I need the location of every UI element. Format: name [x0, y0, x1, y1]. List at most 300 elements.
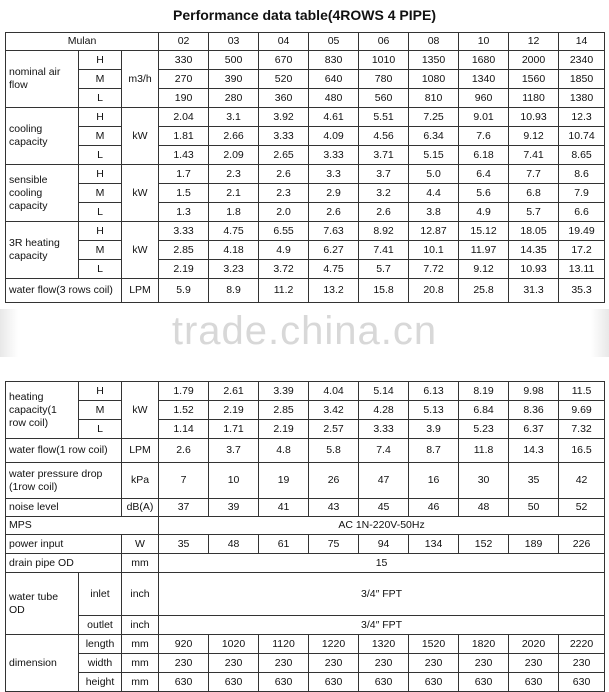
model-header: 14 [559, 33, 605, 51]
value-cell: 830 [309, 51, 359, 70]
value-cell: 8.36 [509, 401, 559, 420]
value-cell: 11.2 [259, 279, 309, 303]
value-cell: 3.71 [359, 146, 409, 165]
value-cell: 5.7 [509, 203, 559, 222]
level-cell: H [79, 222, 122, 241]
value-cell: 5.13 [409, 401, 459, 420]
level-cell: H [79, 108, 122, 127]
value-cell: 230 [209, 654, 259, 673]
value-cell: 1120 [259, 635, 309, 654]
air-flow-row [6, 51, 605, 70]
level-cell: L [79, 420, 122, 439]
value-cell: 7.32 [559, 420, 605, 439]
water-tube-inlet-row [6, 573, 605, 616]
value-cell: 3.33 [359, 420, 409, 439]
value-cell: 2.1 [209, 184, 259, 203]
drain-label: drain pipe OD [6, 554, 122, 573]
level-cell: M [79, 184, 122, 203]
value-cell: 19 [259, 463, 309, 499]
value-cell: 2.66 [209, 127, 259, 146]
value-cell: 670 [259, 51, 309, 70]
dimension-row [6, 673, 605, 692]
value-cell: 2.6 [359, 203, 409, 222]
value-cell: 1.8 [209, 203, 259, 222]
model-header: 02 [159, 33, 209, 51]
value-cell: 42 [559, 463, 605, 499]
value-cell: 41 [259, 499, 309, 517]
value-cell: 52 [559, 499, 605, 517]
value-cell: 9.98 [509, 382, 559, 401]
value-cell: 1.52 [159, 401, 209, 420]
cooling-capacity-row [6, 146, 605, 165]
heating-1r-label: heating capacity(1 row coil) [6, 382, 79, 439]
value-cell: 2.19 [209, 401, 259, 420]
value-cell: 13.2 [309, 279, 359, 303]
value-cell: 2.09 [209, 146, 259, 165]
value-cell: 1220 [309, 635, 359, 654]
value-cell: 190 [159, 89, 209, 108]
drain-unit: mm [122, 554, 159, 573]
value-cell: 1.14 [159, 420, 209, 439]
value-cell: 4.8 [259, 439, 309, 463]
dimension-unit: mm [122, 635, 159, 654]
value-cell: 2.57 [309, 420, 359, 439]
cooling-capacity-row [6, 127, 605, 146]
value-cell: 2.6 [259, 165, 309, 184]
value-cell: 1340 [459, 70, 509, 89]
value-cell: 1320 [359, 635, 409, 654]
value-cell: 630 [259, 673, 309, 692]
value-cell: 5.8 [309, 439, 359, 463]
value-cell: 35.3 [559, 279, 605, 303]
value-cell: 48 [209, 535, 259, 554]
heating-1r-row [6, 420, 605, 439]
level-cell: M [79, 70, 122, 89]
dimension-label: dimension [6, 635, 79, 692]
value-cell: 3.92 [259, 108, 309, 127]
value-cell: 1.43 [159, 146, 209, 165]
cooling-capacity-label: cooling capacity [6, 108, 79, 165]
heating-3r-label: 3R heating capacity [6, 222, 79, 279]
value-cell: 5.6 [459, 184, 509, 203]
value-cell: 61 [259, 535, 309, 554]
noise-level-label: noise level [6, 499, 122, 517]
mps-label: MPS [6, 517, 159, 535]
value-cell: 2020 [509, 635, 559, 654]
value-cell: 152 [459, 535, 509, 554]
value-cell: 8.7 [409, 439, 459, 463]
sensible-cooling-label: sensible cooling capacity [6, 165, 79, 222]
value-cell: 3.72 [259, 260, 309, 279]
value-cell: 2.9 [309, 184, 359, 203]
water-flow-1-unit: LPM [122, 439, 159, 463]
value-cell: 630 [509, 673, 559, 692]
value-cell: 10.74 [559, 127, 605, 146]
noise-level-row [6, 499, 605, 517]
value-cell: 6.27 [309, 241, 359, 260]
value-cell: 25.8 [459, 279, 509, 303]
value-cell: 8.65 [559, 146, 605, 165]
sensible-cooling-row [6, 203, 605, 222]
mps-row [6, 517, 605, 535]
level-cell: L [79, 203, 122, 222]
value-cell: 2.61 [209, 382, 259, 401]
model-header: 08 [409, 33, 459, 51]
level-cell: M [79, 401, 122, 420]
value-cell: 15.12 [459, 222, 509, 241]
value-cell: 500 [209, 51, 259, 70]
value-cell: 20.8 [409, 279, 459, 303]
value-cell: 5.7 [359, 260, 409, 279]
value-cell: 30 [459, 463, 509, 499]
value-cell: 4.28 [359, 401, 409, 420]
model-header: 10 [459, 33, 509, 51]
value-cell: 390 [209, 70, 259, 89]
value-cell: 810 [409, 89, 459, 108]
value-cell: 14.35 [509, 241, 559, 260]
value-cell: 75 [309, 535, 359, 554]
pressure-drop-label: water pressure drop (1row coil) [6, 463, 122, 499]
power-input-label: power input [6, 535, 122, 554]
value-cell: 4.9 [459, 203, 509, 222]
value-cell: 48 [459, 499, 509, 517]
value-cell: 134 [409, 535, 459, 554]
value-cell: 15.8 [359, 279, 409, 303]
heating-3r-unit: kW [122, 222, 159, 279]
value-cell: 6.37 [509, 420, 559, 439]
value-cell: 5.15 [409, 146, 459, 165]
dimension-row [6, 635, 605, 654]
value-cell: 2.04 [159, 108, 209, 127]
value-cell: 6.6 [559, 203, 605, 222]
value-cell: 7.25 [409, 108, 459, 127]
value-cell: 640 [309, 70, 359, 89]
value-cell: 630 [309, 673, 359, 692]
value-cell: 2.19 [259, 420, 309, 439]
value-cell: 3.3 [309, 165, 359, 184]
air-flow-label: nominal air flow [6, 51, 79, 108]
value-cell: 1.81 [159, 127, 209, 146]
value-cell: 10.93 [509, 260, 559, 279]
cooling-capacity-unit: kW [122, 108, 159, 165]
value-cell: 5.9 [159, 279, 209, 303]
value-cell: 7.7 [509, 165, 559, 184]
value-cell: 630 [559, 673, 605, 692]
value-cell: 330 [159, 51, 209, 70]
value-cell: 960 [459, 89, 509, 108]
value-cell: 2.6 [309, 203, 359, 222]
value-cell: 5.14 [359, 382, 409, 401]
value-cell: 2000 [509, 51, 559, 70]
value-cell: 9.69 [559, 401, 605, 420]
value-cell: 226 [559, 535, 605, 554]
value-cell: 7.63 [309, 222, 359, 241]
value-cell: 230 [259, 654, 309, 673]
model-label: Mulan [6, 33, 159, 51]
value-cell: 780 [359, 70, 409, 89]
value-cell: 920 [159, 635, 209, 654]
value-cell: 230 [559, 654, 605, 673]
model-header: 12 [509, 33, 559, 51]
value-cell: 7 [159, 463, 209, 499]
header-row [6, 33, 605, 51]
water-tube-outlet-row [6, 616, 605, 635]
value-cell: 1020 [209, 635, 259, 654]
value-cell: 4.56 [359, 127, 409, 146]
air-flow-row [6, 70, 605, 89]
dimension-unit: mm [122, 673, 159, 692]
value-cell: 1380 [559, 89, 605, 108]
value-cell: 630 [209, 673, 259, 692]
value-cell: 1.3 [159, 203, 209, 222]
dimension-name: height [79, 673, 122, 692]
value-cell: 17.2 [559, 241, 605, 260]
value-cell: 480 [309, 89, 359, 108]
heating-1r-unit: kW [122, 382, 159, 439]
dimension-unit: mm [122, 654, 159, 673]
value-cell: 1080 [409, 70, 459, 89]
water-tube-label: water tube OD [6, 573, 79, 635]
model-header: 05 [309, 33, 359, 51]
value-cell: 2.6 [159, 439, 209, 463]
value-cell: 3.9 [409, 420, 459, 439]
dimension-row [6, 654, 605, 673]
value-cell: 1180 [509, 89, 559, 108]
value-cell: 47 [359, 463, 409, 499]
value-cell: 8.92 [359, 222, 409, 241]
value-cell: 43 [309, 499, 359, 517]
value-cell: 13.11 [559, 260, 605, 279]
value-cell: 2.85 [159, 241, 209, 260]
heating-3r-row [6, 241, 605, 260]
inlet-unit: inch [122, 573, 159, 616]
value-cell: 189 [509, 535, 559, 554]
value-cell: 1680 [459, 51, 509, 70]
value-cell: 270 [159, 70, 209, 89]
value-cell: 360 [259, 89, 309, 108]
value-cell: 12.87 [409, 222, 459, 241]
value-cell: 6.8 [509, 184, 559, 203]
sensible-cooling-row [6, 165, 605, 184]
heating-3r-row [6, 222, 605, 241]
value-cell: 7.9 [559, 184, 605, 203]
water-flow-3-label: water flow(3 rows coil) [6, 279, 122, 303]
value-cell: 8.6 [559, 165, 605, 184]
performance-table [5, 32, 605, 692]
value-cell: 6.34 [409, 127, 459, 146]
value-cell: 3.1 [209, 108, 259, 127]
watermark: trade.china.cn [171, 309, 438, 353]
value-cell: 7.4 [359, 439, 409, 463]
heating-3r-row [6, 260, 605, 279]
value-cell: 630 [359, 673, 409, 692]
value-cell: 6.4 [459, 165, 509, 184]
value-cell: 10.93 [509, 108, 559, 127]
value-cell: 8.19 [459, 382, 509, 401]
value-cell: 6.84 [459, 401, 509, 420]
water-flow-3-unit: LPM [122, 279, 159, 303]
value-cell: 9.12 [509, 127, 559, 146]
value-cell: 630 [459, 673, 509, 692]
value-cell: 2340 [559, 51, 605, 70]
value-cell: 16.5 [559, 439, 605, 463]
value-cell: 1820 [459, 635, 509, 654]
value-cell: 46 [409, 499, 459, 517]
value-cell: 16 [409, 463, 459, 499]
value-cell: 3.7 [359, 165, 409, 184]
dimension-name: width [79, 654, 122, 673]
value-cell: 2220 [559, 635, 605, 654]
heating-1r-row [6, 382, 605, 401]
value-cell: 3.39 [259, 382, 309, 401]
value-cell: 520 [259, 70, 309, 89]
value-cell: 1.71 [209, 420, 259, 439]
value-cell: 4.4 [409, 184, 459, 203]
noise-level-unit: dB(A) [122, 499, 159, 517]
outlet-value: 3/4″ FPT [159, 616, 605, 635]
value-cell: 31.3 [509, 279, 559, 303]
model-header: 04 [259, 33, 309, 51]
cooling-capacity-row [6, 108, 605, 127]
value-cell: 5.23 [459, 420, 509, 439]
value-cell: 7.41 [509, 146, 559, 165]
air-flow-row [6, 89, 605, 108]
value-cell: 18.05 [509, 222, 559, 241]
level-cell: H [79, 51, 122, 70]
value-cell: 4.75 [309, 260, 359, 279]
value-cell: 35 [509, 463, 559, 499]
value-cell: 7.6 [459, 127, 509, 146]
value-cell: 230 [509, 654, 559, 673]
value-cell: 3.42 [309, 401, 359, 420]
value-cell: 6.13 [409, 382, 459, 401]
air-flow-unit: m3/h [122, 51, 159, 108]
pressure-drop-row [6, 463, 605, 499]
value-cell: 1.7 [159, 165, 209, 184]
value-cell: 4.09 [309, 127, 359, 146]
value-cell: 3.33 [259, 127, 309, 146]
value-cell: 2.19 [159, 260, 209, 279]
value-cell: 1010 [359, 51, 409, 70]
inlet-label: inlet [79, 573, 122, 616]
table-title: Performance data table(4ROWS 4 PIPE) [173, 7, 436, 23]
value-cell: 3.33 [309, 146, 359, 165]
value-cell: 230 [459, 654, 509, 673]
value-cell: 5.0 [409, 165, 459, 184]
value-cell: 8.9 [209, 279, 259, 303]
level-cell: M [79, 241, 122, 260]
model-header: 06 [359, 33, 409, 51]
value-cell: 280 [209, 89, 259, 108]
outlet-unit: inch [122, 616, 159, 635]
drain-row [6, 554, 605, 573]
outlet-label: outlet [79, 616, 122, 635]
value-cell: 230 [359, 654, 409, 673]
power-input-row [6, 535, 605, 554]
value-cell: 7.41 [359, 241, 409, 260]
value-cell: 7.72 [409, 260, 459, 279]
value-cell: 2.3 [259, 184, 309, 203]
value-cell: 2.0 [259, 203, 309, 222]
sensible-cooling-row [6, 184, 605, 203]
value-cell: 5.51 [359, 108, 409, 127]
value-cell: 10.1 [409, 241, 459, 260]
value-cell: 560 [359, 89, 409, 108]
value-cell: 630 [159, 673, 209, 692]
level-cell: H [79, 165, 122, 184]
value-cell: 230 [309, 654, 359, 673]
value-cell: 11.8 [459, 439, 509, 463]
value-cell: 1.79 [159, 382, 209, 401]
value-cell: 14.3 [509, 439, 559, 463]
value-cell: 9.12 [459, 260, 509, 279]
value-cell: 3.33 [159, 222, 209, 241]
value-cell: 4.9 [259, 241, 309, 260]
mps-value: AC 1N-220V-50Hz [159, 517, 605, 535]
value-cell: 11.5 [559, 382, 605, 401]
power-input-unit: W [122, 535, 159, 554]
value-cell: 12.3 [559, 108, 605, 127]
value-cell: 1520 [409, 635, 459, 654]
heating-1r-row [6, 401, 605, 420]
sensible-cooling-unit: kW [122, 165, 159, 222]
value-cell: 39 [209, 499, 259, 517]
value-cell: 1560 [509, 70, 559, 89]
value-cell: 1.5 [159, 184, 209, 203]
value-cell: 4.61 [309, 108, 359, 127]
value-cell: 11.97 [459, 241, 509, 260]
value-cell: 230 [159, 654, 209, 673]
value-cell: 3.23 [209, 260, 259, 279]
value-cell: 1350 [409, 51, 459, 70]
value-cell: 4.04 [309, 382, 359, 401]
water-flow-1-row [6, 439, 605, 463]
inlet-value: 3/4″ FPT [159, 573, 605, 616]
level-cell: L [79, 146, 122, 165]
value-cell: 1850 [559, 70, 605, 89]
value-cell: 19.49 [559, 222, 605, 241]
value-cell: 9.01 [459, 108, 509, 127]
level-cell: L [79, 260, 122, 279]
level-cell: H [79, 382, 122, 401]
value-cell: 35 [159, 535, 209, 554]
value-cell: 10 [209, 463, 259, 499]
value-cell: 50 [509, 499, 559, 517]
level-cell: M [79, 127, 122, 146]
value-cell: 2.3 [209, 165, 259, 184]
drain-value: 15 [159, 554, 605, 573]
value-cell: 3.2 [359, 184, 409, 203]
dimension-name: length [79, 635, 122, 654]
water-flow-1-label: water flow(1 row coil) [6, 439, 122, 463]
value-cell: 94 [359, 535, 409, 554]
value-cell: 3.7 [209, 439, 259, 463]
value-cell: 230 [409, 654, 459, 673]
value-cell: 45 [359, 499, 409, 517]
value-cell: 2.85 [259, 401, 309, 420]
pressure-drop-unit: kPa [122, 463, 159, 499]
water-flow-3-row [6, 279, 605, 303]
value-cell: 26 [309, 463, 359, 499]
value-cell: 3.8 [409, 203, 459, 222]
value-cell: 630 [409, 673, 459, 692]
value-cell: 2.65 [259, 146, 309, 165]
model-header: 03 [209, 33, 259, 51]
value-cell: 6.18 [459, 146, 509, 165]
value-cell: 6.55 [259, 222, 309, 241]
level-cell: L [79, 89, 122, 108]
value-cell: 37 [159, 499, 209, 517]
